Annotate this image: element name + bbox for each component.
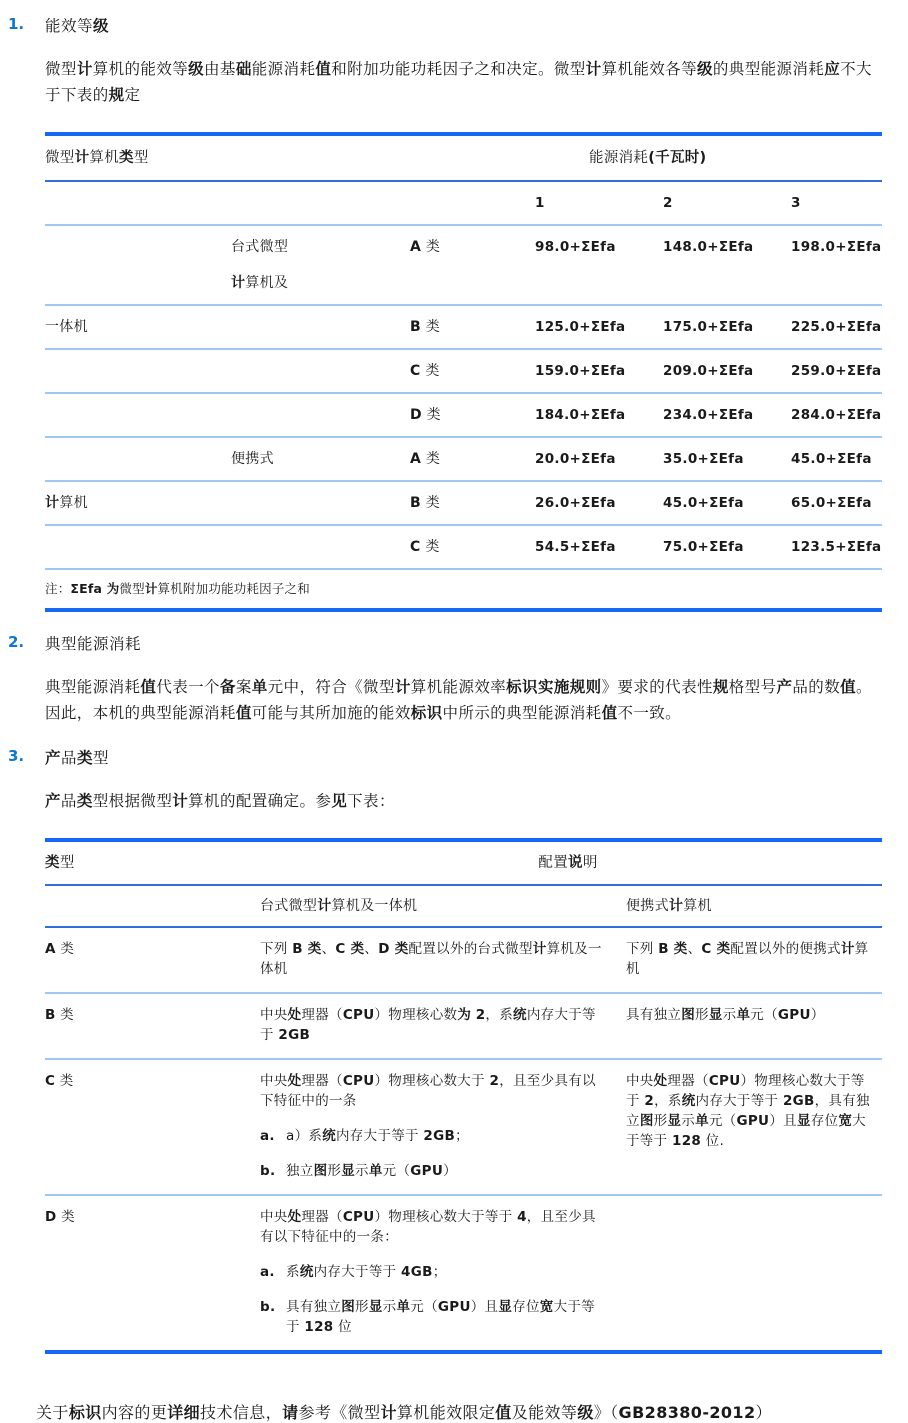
- value-cell: 148.0+ΣEfa: [663, 225, 791, 305]
- subheader-portable: 便携式计算机: [626, 885, 882, 927]
- table-row-class-c: [45, 1059, 882, 1195]
- list-item-text: 系统内存大于等于 4GB；: [286, 1264, 447, 1280]
- table-row: [45, 525, 882, 569]
- value-cell: 54.5+ΣEfa: [535, 525, 663, 569]
- table1-note: 注：ΣEfa 为微型计算机附加功能功耗因子之和: [45, 581, 310, 596]
- value-cell: 175.0+ΣEfa: [663, 305, 791, 349]
- list-marker: a.: [260, 1128, 275, 1144]
- table1-grade-row: [45, 181, 882, 225]
- class-cell: B 类: [410, 305, 535, 349]
- reference-footer: 关于标识内容的更详细技术信息，请参考《微型计算机能效限定值及能效等级》（GB28380-2012）: [36, 1403, 772, 1422]
- value-cell: 198.0+ΣEfa: [791, 225, 882, 305]
- table2-header-row: [45, 840, 882, 885]
- list-item-text: a）系统内存大于等于 2GB；: [286, 1128, 469, 1144]
- table2-subheader-row: [45, 885, 882, 927]
- table-row: [45, 305, 882, 349]
- value-cell: 234.0+ΣEfa: [663, 393, 791, 437]
- section-3-number: 3.: [8, 747, 25, 765]
- section-1-number: 1.: [8, 15, 25, 33]
- section-3-title: 产品类型: [45, 749, 110, 767]
- value-cell: 209.0+ΣEfa: [663, 349, 791, 393]
- value-cell: 225.0+ΣEfa: [791, 305, 882, 349]
- type-cell-line1: 台式微型: [231, 239, 289, 255]
- table-row-class-d: [45, 1195, 882, 1352]
- grade-col-1: 1: [535, 181, 663, 225]
- table-row: [45, 225, 882, 305]
- value-cell: 20.0+ΣEfa: [535, 437, 663, 481]
- table-row: [45, 437, 882, 481]
- list-marker: b.: [260, 1299, 276, 1315]
- list-marker: b.: [260, 1163, 276, 1179]
- table-row: [45, 481, 882, 525]
- type-cell: 一体机: [45, 305, 231, 349]
- class-label: A 类: [45, 927, 260, 993]
- section-1-title: 能效等级: [45, 17, 110, 35]
- table-row: [45, 393, 882, 437]
- desktop-config: 下列 B 类、C 类、D 类配置以外的台式微型计算机及一体机: [260, 927, 626, 993]
- class-cell: A 类: [410, 437, 535, 481]
- value-cell: 184.0+ΣEfa: [535, 393, 663, 437]
- section-2-number: 2.: [8, 633, 25, 651]
- desktop-config: [260, 1195, 626, 1352]
- table2-header-config: 配置说明: [260, 840, 882, 885]
- section-2-heading: [8, 632, 882, 654]
- class-label: D 类: [45, 1209, 75, 1225]
- value-cell: 45.0+ΣEfa: [791, 437, 882, 481]
- table1-note-row: [45, 569, 882, 610]
- class-cell: B 类: [410, 481, 535, 525]
- desktop-config: [260, 1059, 626, 1195]
- class-cell: D 类: [410, 393, 535, 437]
- portable-config: 中央处理器（CPU）物理核心数大于等于 2，系统内存大于等于 2GB，具有独立图形显示单元（GPU）且显存位宽大于等于 128 位.: [626, 1059, 882, 1195]
- table-row: [45, 349, 882, 393]
- value-cell: 284.0+ΣEfa: [791, 393, 882, 437]
- table1-header-type: 微型计算机类型: [45, 134, 535, 181]
- grade-col-3: 3: [791, 181, 882, 225]
- product-type-table: [45, 838, 882, 1354]
- list-marker: a.: [260, 1264, 275, 1280]
- value-cell: 125.0+ΣEfa: [535, 305, 663, 349]
- subheader-desktop: 台式微型计算机及一体机: [260, 885, 626, 927]
- list-item-a: [260, 1262, 604, 1282]
- portable-config: [626, 1195, 882, 1352]
- class-label: C 类: [45, 1059, 260, 1195]
- class-label: B 类: [45, 993, 260, 1059]
- value-cell: 98.0+ΣEfa: [535, 225, 663, 305]
- portable-config: 具有独立图形显示单元（GPU）: [626, 993, 882, 1059]
- desktop-config-intro: 中央处理器（CPU）物理核心数大于等于 4，且至少具有以下特征中的一条：: [260, 1209, 596, 1245]
- value-cell: 259.0+ΣEfa: [791, 349, 882, 393]
- value-cell: 123.5+ΣEfa: [791, 525, 882, 569]
- value-cell: 35.0+ΣEfa: [663, 437, 791, 481]
- type-cell: 计算机: [45, 481, 231, 525]
- section-3-heading: [8, 746, 882, 768]
- class-cell: C 类: [410, 525, 535, 569]
- section-2-title: 典型能源消耗: [45, 635, 142, 653]
- list-item-text: 独立图形显示单元（GPU）: [286, 1163, 457, 1179]
- value-cell: 26.0+ΣEfa: [535, 481, 663, 525]
- value-cell: 65.0+ΣEfa: [791, 481, 882, 525]
- list-item-a: [260, 1126, 604, 1146]
- type-cell: 便携式: [231, 437, 410, 481]
- portable-config: 下列 B 类、C 类配置以外的便携式计算机: [626, 927, 882, 993]
- type-cell-line2: 计算机及: [231, 275, 289, 291]
- list-item-text: 具有独立图形显示单元（GPU）且显存位宽大于等于 128 位: [286, 1299, 595, 1335]
- table-row-class-b: [45, 993, 882, 1059]
- table1-header-row: [45, 134, 882, 181]
- section-1-paragraph: 微型计算机的能效等级由基础能源消耗值和附加功能功耗因子之和决定。微型计算机能效各等级的典型能源消耗应不大于下表的规定: [45, 60, 872, 104]
- table-row-class-a: [45, 927, 882, 993]
- table2-header-type: 类型: [45, 840, 260, 885]
- section-1-heading: [8, 14, 882, 36]
- value-cell: 159.0+ΣEfa: [535, 349, 663, 393]
- value-cell: 45.0+ΣEfa: [663, 481, 791, 525]
- desktop-config: 中央处理器（CPU）物理核心数为 2，系统内存大于等于 2GB: [260, 993, 626, 1059]
- list-item-b: [260, 1161, 604, 1181]
- energy-consumption-table: [45, 132, 882, 612]
- class-cell: A 类: [410, 225, 535, 305]
- class-cell: C 类: [410, 349, 535, 393]
- grade-col-2: 2: [663, 181, 791, 225]
- section-2-paragraph: 典型能源消耗值代表一个备案单元中，符合《微型计算机能源效率标识实施规则》要求的代表性规格型号产品的数值。因此，本机的典型能源消耗值可能与其所加施的能效标识中所示的典型能源消耗值不一致。: [45, 678, 872, 722]
- value-cell: 75.0+ΣEfa: [663, 525, 791, 569]
- section-3-paragraph: 产品类型根据微型计算机的配置确定。参见下表：: [45, 792, 395, 810]
- list-item-b: [260, 1297, 604, 1337]
- table1-header-energy: 能源消耗(千瓦时): [535, 134, 882, 181]
- desktop-config-intro: 中央处理器（CPU）物理核心数大于 2，且至少具有以下特征中的一条: [260, 1073, 596, 1109]
